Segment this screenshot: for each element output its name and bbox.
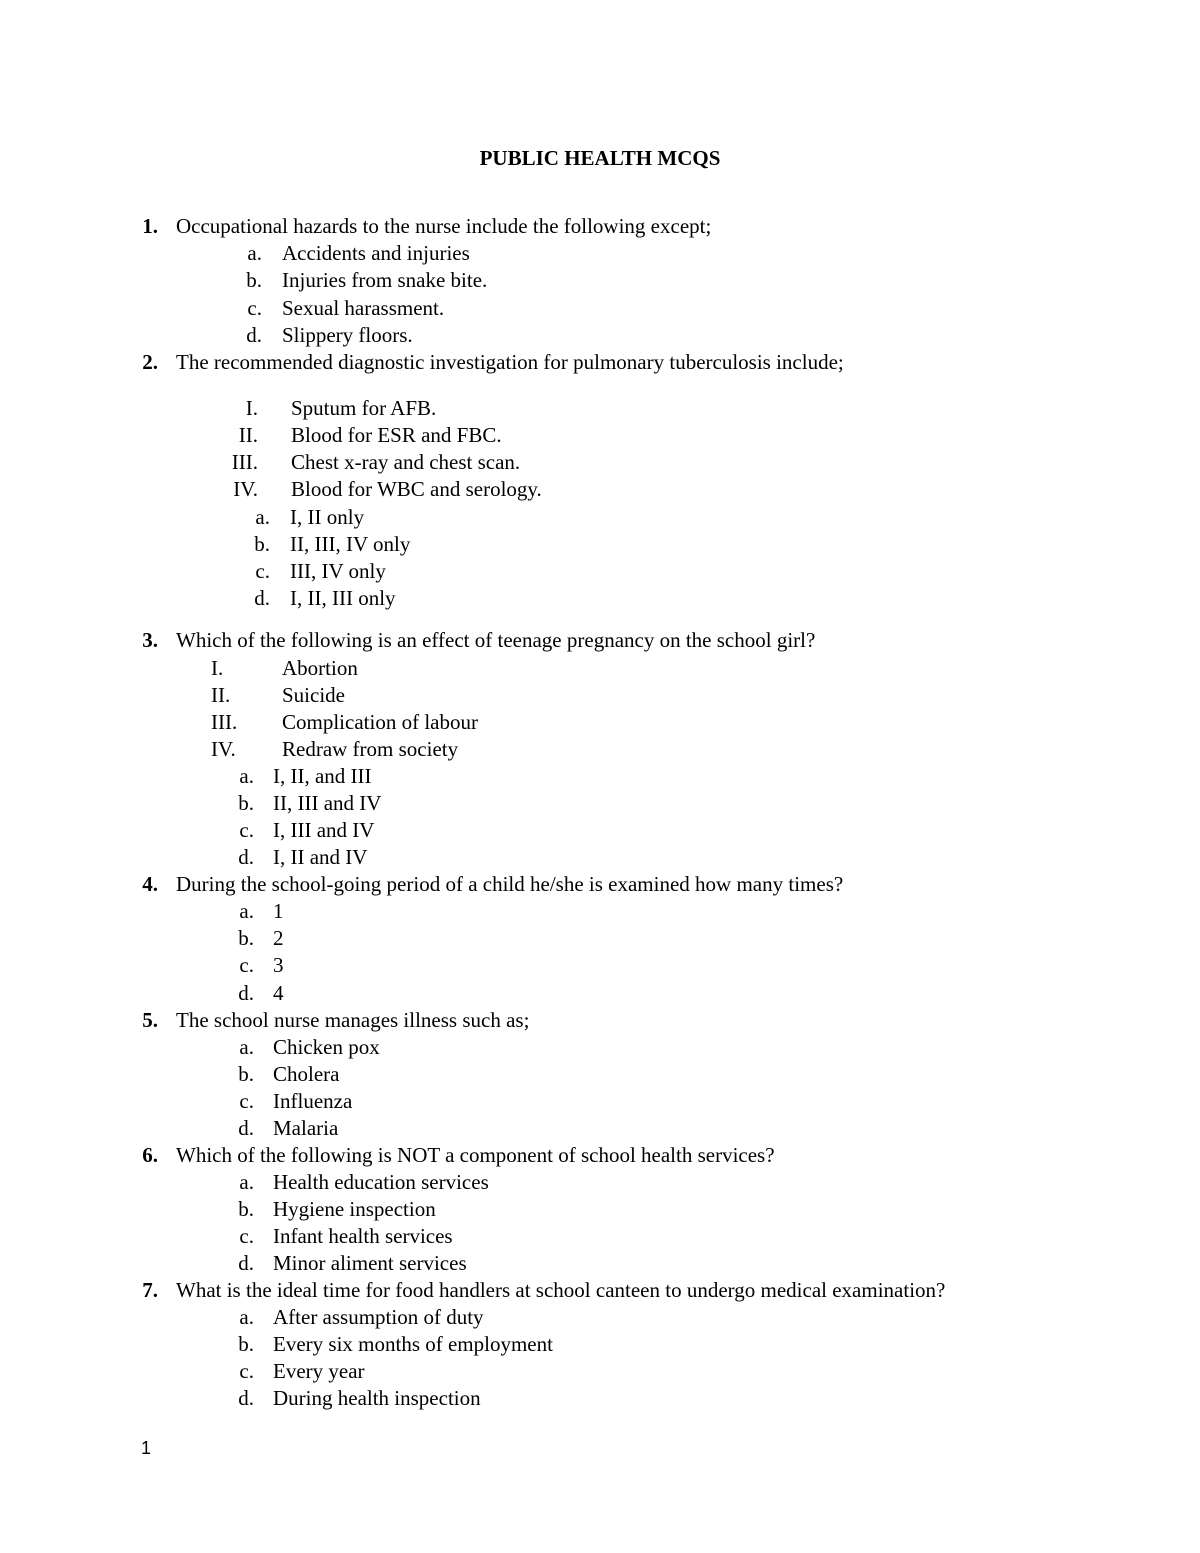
option-letter: b. bbox=[246, 268, 262, 292]
statement-text: Abortion bbox=[282, 656, 358, 680]
statement-text: Chest x-ray and chest scan. bbox=[291, 450, 521, 474]
option-letter: a. bbox=[255, 505, 270, 529]
option-text: 2 bbox=[273, 926, 284, 950]
question-number: 7. bbox=[142, 1278, 158, 1302]
option-letter: b. bbox=[238, 1332, 254, 1356]
option-letter: a. bbox=[247, 241, 262, 265]
question-number: 6. bbox=[142, 1143, 158, 1167]
option-letter: a. bbox=[239, 1305, 254, 1329]
option-text: 1 bbox=[273, 899, 284, 923]
option-letter: a. bbox=[239, 1035, 254, 1059]
question-text: During the school-going period of a child he/she is examined how many times? bbox=[176, 872, 844, 896]
question-number: 5. bbox=[142, 1008, 158, 1032]
statement-numeral: III. bbox=[211, 710, 238, 734]
option-text: I, II only bbox=[290, 505, 365, 529]
option-text: Sexual harassment. bbox=[282, 296, 445, 320]
statement-numeral: I. bbox=[245, 396, 258, 420]
option-text: During health inspection bbox=[273, 1386, 481, 1410]
option-letter: d. bbox=[238, 981, 254, 1005]
statement-text: Blood for ESR and FBC. bbox=[291, 423, 502, 447]
option-text: Cholera bbox=[273, 1062, 340, 1086]
statement-text: Redraw from society bbox=[282, 737, 459, 761]
option-text: I, II, III only bbox=[290, 586, 396, 610]
page-number: 1 bbox=[141, 1438, 152, 1458]
statement-text: Sputum for AFB. bbox=[291, 396, 437, 420]
option-text: III, IV only bbox=[290, 559, 386, 583]
option-text: Hygiene inspection bbox=[273, 1197, 436, 1221]
question-text: The school nurse manages illness such as; bbox=[176, 1008, 530, 1032]
option-letter: a. bbox=[239, 899, 254, 923]
option-letter: a. bbox=[239, 764, 254, 788]
option-text: Chicken pox bbox=[273, 1035, 380, 1059]
option-text: II, III and IV bbox=[273, 791, 382, 815]
question-number: 1. bbox=[142, 214, 158, 238]
option-letter: b. bbox=[254, 532, 270, 556]
option-text: Influenza bbox=[273, 1089, 353, 1113]
page-title: PUBLIC HEALTH MCQS bbox=[479, 146, 721, 170]
option-letter: c. bbox=[239, 818, 254, 842]
question-text: Occupational hazards to the nurse include the following except; bbox=[176, 214, 712, 238]
statement-numeral: II. bbox=[211, 683, 231, 707]
option-text: I, II and IV bbox=[273, 845, 368, 869]
option-letter: b. bbox=[238, 791, 254, 815]
option-letter: c. bbox=[255, 559, 270, 583]
option-text: 3 bbox=[273, 953, 284, 977]
question-text: Which of the following is NOT a component of school health services? bbox=[176, 1143, 775, 1167]
question-text: What is the ideal time for food handlers at school canteen to undergo medical examination? bbox=[176, 1278, 946, 1302]
option-letter: b. bbox=[238, 1197, 254, 1221]
option-text: Injuries from snake bite. bbox=[282, 268, 488, 292]
statement-numeral: III. bbox=[231, 450, 258, 474]
statement-numeral: IV. bbox=[211, 737, 236, 761]
option-letter: d. bbox=[238, 1251, 254, 1275]
option-letter: d. bbox=[254, 586, 270, 610]
option-letter: c. bbox=[239, 1089, 254, 1113]
option-letter: c. bbox=[239, 953, 254, 977]
option-text: I, III and IV bbox=[273, 818, 375, 842]
option-text: I, II, and III bbox=[273, 764, 372, 788]
option-text: Malaria bbox=[273, 1116, 339, 1140]
option-letter: c. bbox=[247, 296, 262, 320]
option-text: Health education services bbox=[273, 1170, 489, 1194]
statement-text: Suicide bbox=[282, 683, 345, 707]
option-text: After assumption of duty bbox=[273, 1305, 484, 1329]
question-text: The recommended diagnostic investigation for pulmonary tuberculosis include; bbox=[176, 350, 844, 374]
option-text: 4 bbox=[273, 981, 284, 1005]
option-letter: c. bbox=[239, 1224, 254, 1248]
option-text: Every six months of employment bbox=[273, 1332, 553, 1356]
question-number: 4. bbox=[142, 872, 158, 896]
option-letter: d. bbox=[238, 1386, 254, 1410]
option-text: Every year bbox=[273, 1359, 365, 1383]
option-text: II, III, IV only bbox=[290, 532, 411, 556]
statement-numeral: IV. bbox=[233, 477, 258, 501]
option-letter: b. bbox=[238, 926, 254, 950]
option-letter: d. bbox=[246, 323, 262, 347]
option-letter: d. bbox=[238, 845, 254, 869]
option-text: Minor aliment services bbox=[273, 1251, 467, 1275]
option-letter: b. bbox=[238, 1062, 254, 1086]
question-number: 2. bbox=[142, 350, 158, 374]
option-text: Accidents and injuries bbox=[282, 241, 470, 265]
statement-numeral: I. bbox=[211, 656, 224, 680]
option-letter: d. bbox=[238, 1116, 254, 1140]
statement-text: Blood for WBC and serology. bbox=[291, 477, 542, 501]
option-letter: a. bbox=[239, 1170, 254, 1194]
question-text: Which of the following is an effect of teenage pregnancy on the school girl? bbox=[176, 628, 816, 652]
question-number: 3. bbox=[142, 628, 158, 652]
option-text: Infant health services bbox=[273, 1224, 453, 1248]
statement-numeral: II. bbox=[238, 423, 258, 447]
option-letter: c. bbox=[239, 1359, 254, 1383]
statement-text: Complication of labour bbox=[282, 710, 478, 734]
option-text: Slippery floors. bbox=[282, 323, 413, 347]
